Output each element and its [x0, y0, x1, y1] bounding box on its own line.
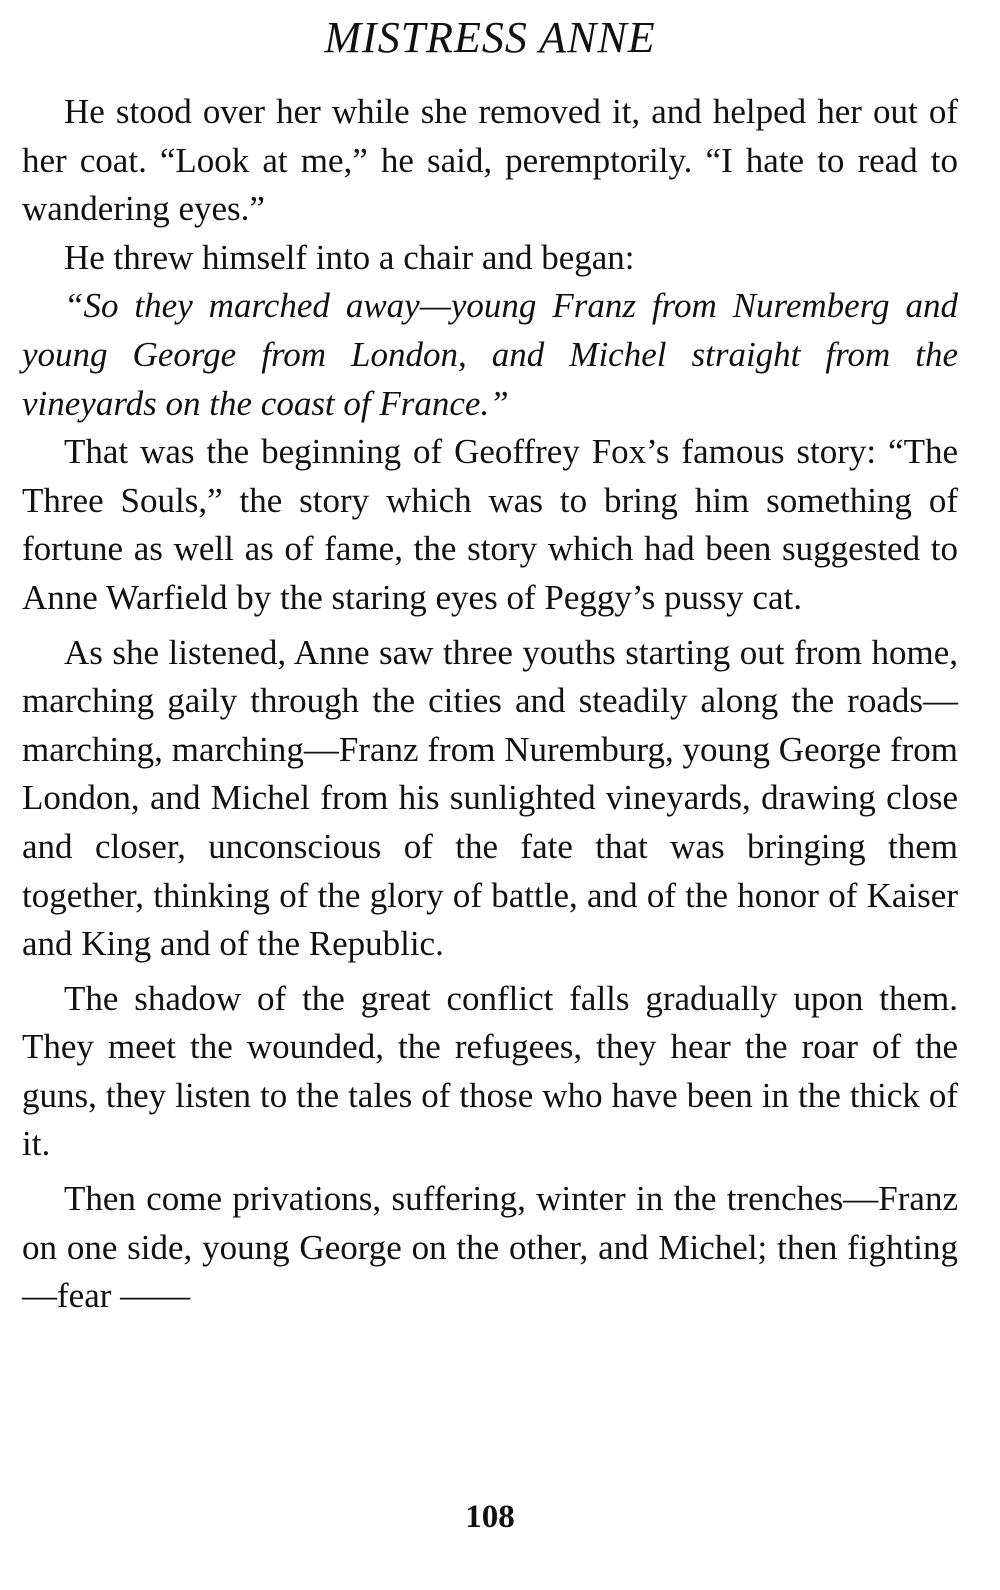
story-quote: “So they marched away—young Franz from Nuremberg and young George from London, and Michel straight from the vineyards on the coast of France.” — [22, 286, 958, 423]
paragraph-6: The shadow of the great conflict falls gradually upon them. They meet the wounded, the refugees, they hear the roar of the guns, they listen to the tales of those who have been in the thick of it. — [22, 978, 958, 1164]
book-page — [22, 0, 958, 1590]
paragraph-5: As she listened, Anne saw three youths starting out from home, marching gaily through the cities and steadily along the roads—marching, marching—Franz from Nuremburg, young George from London, and Michel from his sunlighted vineyards, drawing close and closer, unconscious of the fate that was bringing them together, thinking of the glory of battle, and of the honor of Kaiser and King and of the Republic. — [22, 632, 958, 964]
page-number: 108 — [465, 1499, 515, 1535]
running-head: MISTRESS ANNE — [324, 13, 656, 62]
paragraph-2: He threw himself into a chair and began: — [64, 237, 635, 277]
paragraph-4: That was the beginning of Geoffrey Fox’s famous story: “The Three Souls,” the story which was to bring him something of fortune as well as of fame, the story which had been suggested to Anne Warfield by the staring eyes of Peggy’s pussy cat. — [22, 432, 958, 617]
paragraph-7: Then come privations, suffering, winter in the trenches—Franz on one side, young George on the other, and Michel; then fighting—fear —— — [22, 1179, 958, 1316]
paragraph-1: He stood over her while she removed it, and helped her out of her coat. “Look at me,” he said, peremptorily. “I hate to read to wandering eyes.” — [22, 92, 958, 229]
body-text — [22, 88, 958, 1321]
